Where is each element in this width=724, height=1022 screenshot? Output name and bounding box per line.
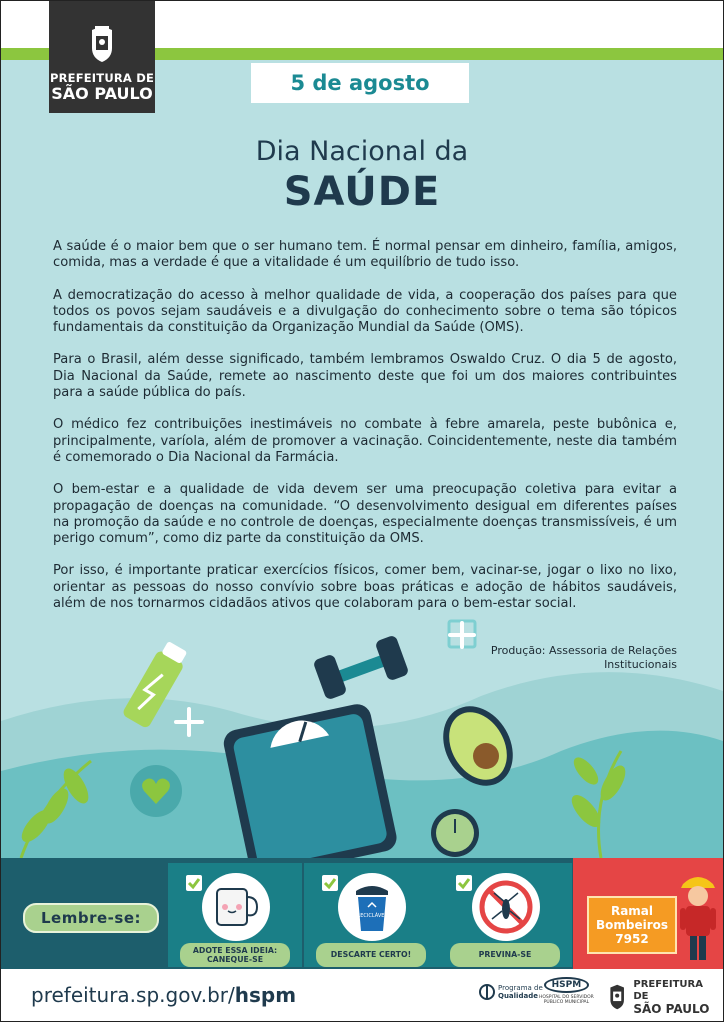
no-mosquito-icon xyxy=(472,873,540,941)
credit-line1: Produção: Assessoria de Relações xyxy=(490,644,677,657)
title-line1: Dia Nacional da xyxy=(255,136,469,167)
dumbbell-icon xyxy=(312,635,409,701)
check-icon xyxy=(456,875,472,891)
card-label xyxy=(450,943,560,967)
website-url[interactable] xyxy=(31,983,296,1007)
pref-footer-line2: SÃO PAULO xyxy=(633,1002,710,1016)
bin-text: RECICLÁVEL xyxy=(356,913,388,919)
prefeitura-logo xyxy=(49,1,155,113)
stopwatch-icon xyxy=(431,809,479,857)
health-illustration xyxy=(1,601,723,858)
hspm-text: HSPM xyxy=(544,977,590,993)
paragraph: Para o Brasil, além desse significado, também lembramos Oswaldo Cruz. O dia 5 de agosto, Dia Nacional da Saúde, remete ao nascimento deste que foi um dos maiores contribuintes para a saúde pública do país. xyxy=(53,352,677,401)
reminder-card-recycle xyxy=(304,863,438,967)
check-icon xyxy=(322,875,338,891)
city-crest-icon xyxy=(607,982,627,1012)
prefeitura-footer-logo xyxy=(607,979,715,1015)
ramal-box xyxy=(587,896,677,954)
plus-icon xyxy=(450,623,474,647)
qualidade-icon xyxy=(479,979,495,1005)
reminder-card-mug xyxy=(168,863,302,967)
paragraph: Por isso, é importante praticar exercícios físicos, comer bem, vacinar-se, jogar o lixo no lixo, orientar as pessoas do nosso convívio sobre boas práticas e adoção de hábitos saudáveis, além de nos tornarmos cidadãos ativos que colaboram para o bem-estar social. xyxy=(53,563,677,612)
reminder-card-mosquito xyxy=(438,863,572,967)
heart-icon xyxy=(130,765,182,817)
city-crest-icon xyxy=(87,24,117,64)
url-prefix: prefeitura.sp.gov.br/ xyxy=(31,983,235,1007)
ramal-line1: Ramal xyxy=(610,904,654,918)
qualidade-line2: Qualidade xyxy=(498,992,538,1000)
card-label xyxy=(316,943,426,967)
firefighter-icon xyxy=(677,870,719,966)
date-text: 5 de agosto xyxy=(290,71,430,95)
recycle-bin-icon xyxy=(338,873,406,941)
logo-text-line1: PREFEITURA DE xyxy=(49,71,155,85)
paragraph: O médico fez contribuições inestimáveis no combate à febre amarela, peste bubônica e, principalmente, varíola, além de promover a vacinação. Coincidentemente, neste dia também é comemorado o Dia Nacional da Farmácia. xyxy=(53,417,677,465)
card-label-line1: DESCARTE CERTO! xyxy=(330,950,412,960)
card-label-line1: ADOTE ESSA IDEIA: xyxy=(192,945,278,955)
hspm-logo xyxy=(539,977,594,1005)
lembre-text: Lembre-se: xyxy=(41,909,141,927)
card-label xyxy=(180,943,290,967)
check-icon xyxy=(186,875,202,891)
lembre-label xyxy=(23,903,159,933)
hspm-sub2: PÚBLICO MUNICIPAL xyxy=(543,1000,590,1005)
ramal-number: 7952 xyxy=(615,932,649,946)
qualidade-line1: Programa de xyxy=(498,984,543,992)
hspm-sub1: HOSPITAL DO SERVIDOR xyxy=(539,995,594,1000)
paragraph: A democratização do acesso à melhor qualidade de vida, a cooperação dos países para que todos os povos sejam saudáveis e a divulgação do conhecimento sobre o tema são tópicos fundamentais da constituição da Organização Mundial da Saúde (OMS). xyxy=(53,287,677,336)
firefighter-block xyxy=(573,858,723,969)
paragraph: O bem-estar e a qualidade de vida devem ser uma preocupação coletiva para evitar a propagação de doenças na comunidade. “O desenvolvimento desigual em diferentes países na promoção da saúde e no controle de doenças, especialmente doenças transmissíveis, é um perigo comum”, como diz parte da constituição da OMS. xyxy=(53,482,677,547)
pref-footer-line1: PREFEITURA DE xyxy=(633,979,703,1002)
logo-text-line2: SÃO PAULO xyxy=(51,84,153,103)
paragraph: A saúde é o maior bem que o ser humano tem. É normal pensar em dinheiro, família, amigos, comida, mas a verdade é que a vitalidade é um equilíbrio de tudo isso. xyxy=(53,239,677,271)
ramal-line2: Bombeiros xyxy=(595,918,669,932)
title-line2: SAÚDE xyxy=(283,169,441,215)
card-label-line2: CANEQUE-SE xyxy=(206,955,264,964)
date-banner xyxy=(251,63,469,103)
qualidade-logo xyxy=(479,979,543,1005)
credit-line2: Institucionais xyxy=(604,658,677,671)
url-bold: hspm xyxy=(234,983,297,1007)
card-label-line1: PREVINA-SE xyxy=(478,950,532,960)
mug-icon xyxy=(202,873,270,941)
article-body xyxy=(53,239,677,628)
